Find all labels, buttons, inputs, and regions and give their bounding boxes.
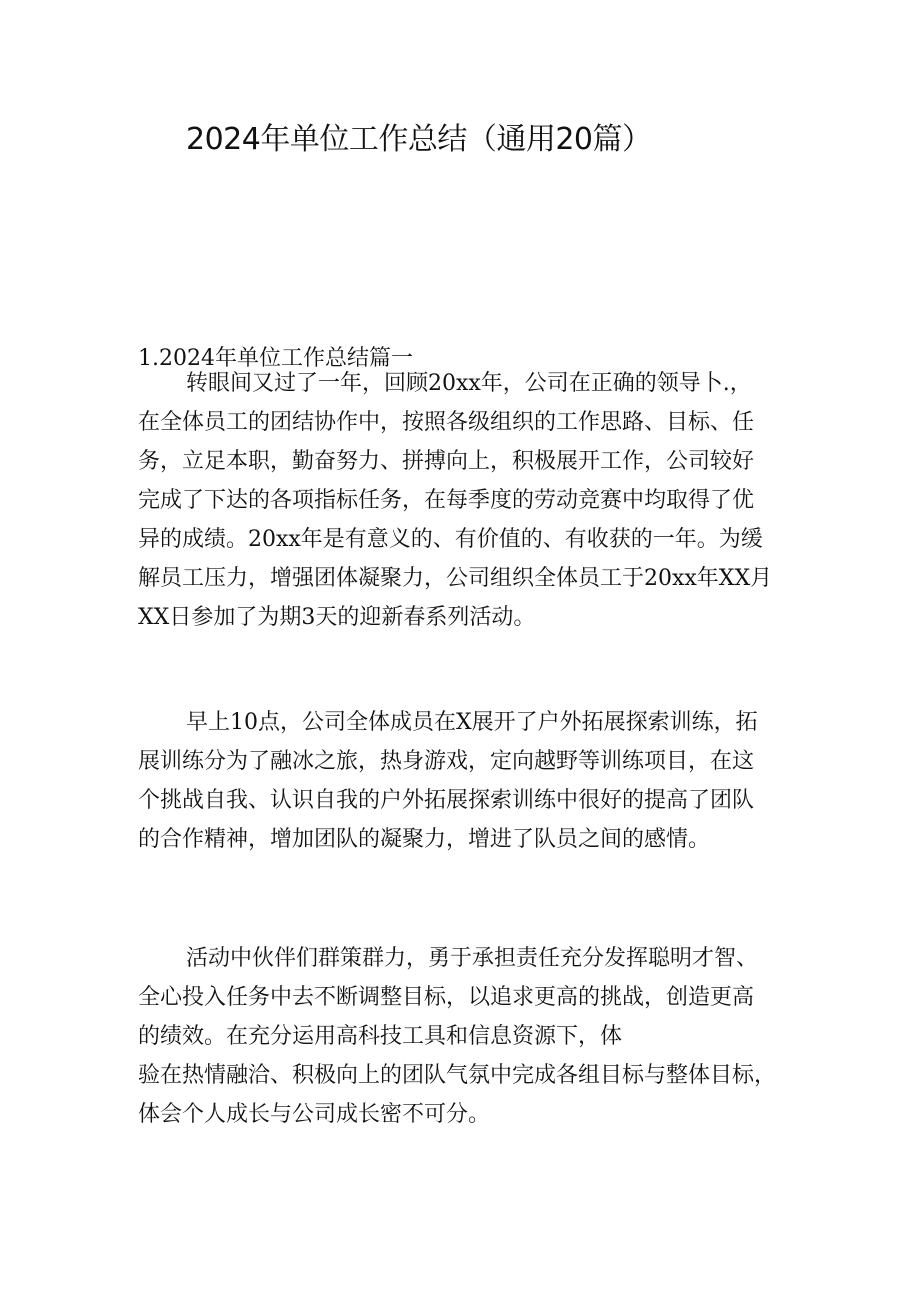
section-heading: 1.2024年单位工作总结篇一 bbox=[138, 346, 413, 371]
paragraph-1 bbox=[138, 364, 786, 637]
paragraph-line: 在全体员工的团结协作中，按照各级组织的工作思路、目标、任 bbox=[138, 410, 755, 435]
paragraph-line: 转眼间又过了一年，回顾20xx年，公司在正确的领导卜.， bbox=[186, 371, 752, 396]
paragraph-line: 全心投入任务中去不断调整目标，以追求更高的挑战，创造更高 bbox=[138, 985, 755, 1010]
paragraph-line: 验在热情融洽、积极向上的团队气氛中完成各组目标与整体目标， bbox=[138, 1063, 777, 1088]
paragraph-line: 完成了下达的各项指标任务，在每季度的劳动竞赛中均取得了优 bbox=[138, 488, 755, 513]
paragraph-line: 活动中伙伴们群策群力，勇于承担责任充分发挥聪明才智、 bbox=[186, 946, 759, 971]
paragraph-line: 体会个人成长与公司成长密不可分。 bbox=[138, 1102, 491, 1127]
paragraph-3 bbox=[138, 939, 786, 1134]
paragraph-line: 早上10点，公司全体成员在X展开了户外拓展探索训练，拓 bbox=[186, 710, 758, 735]
paragraph-line: 异的成绩。20xx年是有意义的、有价值的、有收获的一年。为缓 bbox=[138, 527, 763, 552]
paragraph-line: 的绩效。在充分运用高科技工具和信息资源下，体 bbox=[138, 1024, 623, 1049]
paragraph-line: 个挑战自我、认识自我的户外拓展探索训练中很好的提高了团队 bbox=[138, 788, 755, 813]
paragraph-line: XX日参加了为期3天的迎新春系列活动。 bbox=[138, 605, 536, 630]
document-title: 2024年单位工作总结（通用20篇） bbox=[186, 122, 652, 157]
paragraph-2 bbox=[138, 703, 786, 859]
paragraph-line: 务，立足本职，勤奋努力、拼搏向上，积极展开工作，公司较好 bbox=[138, 449, 755, 474]
paragraph-line: 的合作精神，增加团队的凝聚力，增进了队员之间的感情。 bbox=[138, 827, 711, 852]
paragraph-line: 解员工压力，增强团体凝聚力，公司组织全体员工于20xx年XX月 bbox=[138, 566, 773, 591]
paragraph-line: 展训练分为了融冰之旅，热身游戏，定向越野等训练项目，在这 bbox=[138, 749, 755, 774]
